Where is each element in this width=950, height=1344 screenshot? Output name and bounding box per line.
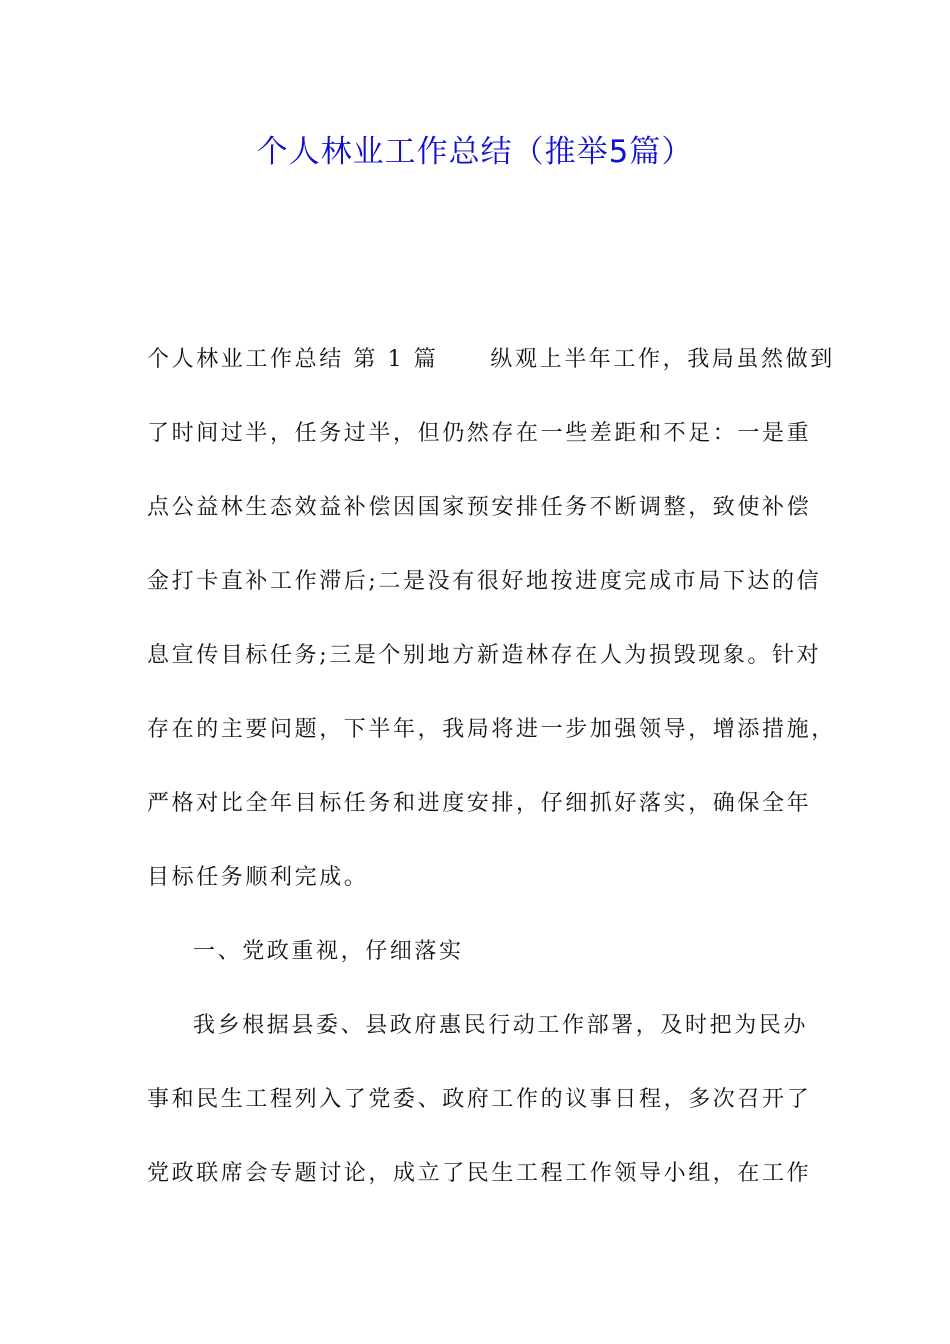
text-line: 金打卡直补工作滞后;二是没有很好地按进度完成市局下达的信	[147, 569, 822, 594]
text-line: 我乡根据县委、县政府惠民行动工作部署，及时把为民办	[193, 1013, 809, 1038]
text-line: 了时间过半，任务过半，但仍然存在一些差距和不足：一是重	[147, 421, 812, 446]
chapter-heading: 个人林业工作总结 第 1 篇	[147, 347, 439, 372]
text-line: 息宣传目标任务;三是个别地方新造林存在人为损毁现象。针对	[147, 643, 822, 668]
text-line: 严格对比全年目标任务和进度安排，仔细抓好落实，确保全年	[147, 791, 812, 816]
text-line: 党政联席会专题讨论，成立了民生工程工作领导小组，在工作	[147, 1161, 812, 1186]
text-line: 事和民生工程列入了党委、政府工作的议事日程，多次召开了	[147, 1087, 812, 1112]
text-line: 点公益林生态效益补偿因国家预安排任务不断调整，致使补偿	[147, 495, 812, 520]
document-title: 个人林业工作总结（推举5篇）	[256, 134, 694, 170]
section-heading: 一、党政重视，仔细落实	[193, 939, 464, 964]
document-body	[147, 337, 836, 1225]
text-line: 目标任务顺利完成。	[147, 865, 369, 890]
paragraph-text: 纵观上半年工作，我局虽然做到	[490, 347, 835, 372]
text-line: 存在的主要问题，下半年，我局将进一步加强领导，增添措施，	[147, 717, 836, 742]
text-line	[147, 337, 835, 411]
